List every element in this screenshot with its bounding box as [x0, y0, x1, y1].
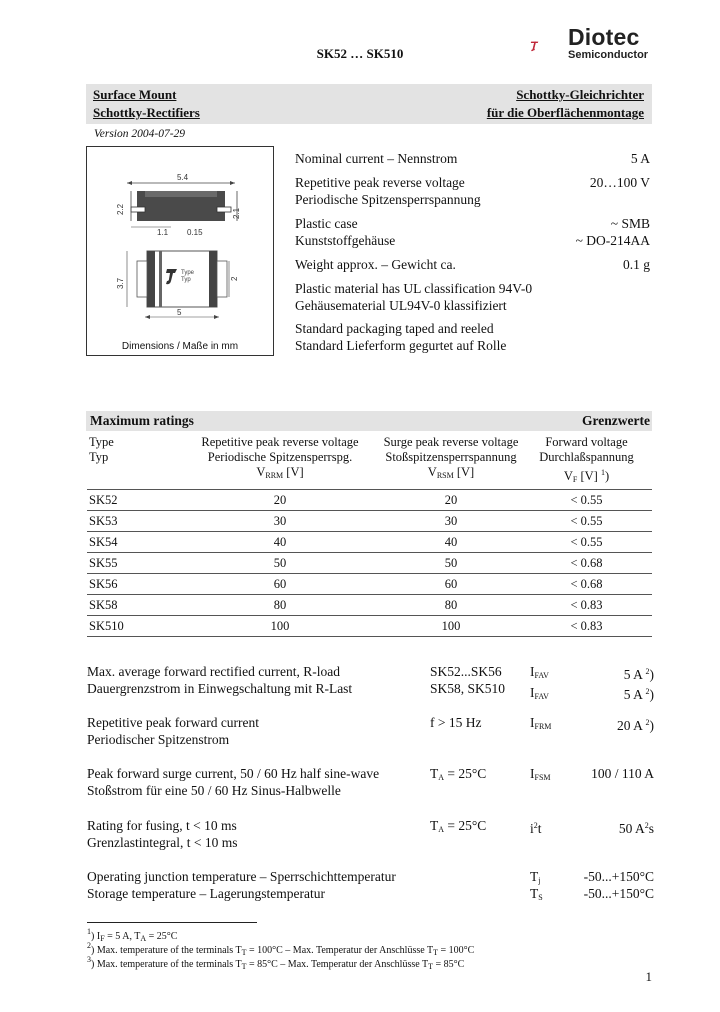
param-ts-value: -50...+150°C [583, 886, 654, 901]
param-ifav-value: 5 A $^2$) 5 A $^2$) [623, 667, 654, 702]
spec-reverse-voltage-value: 20…100 V [589, 175, 650, 190]
col-vf-en: Forward voltage [545, 435, 628, 449]
col-type [87, 432, 179, 490]
col-vf-symbol: $V_F$ [V] $^1$) [563, 468, 610, 484]
param-ifsm-label: Peak forward surge current, 50 / 60 Hz half sine-wave Stoßstrom für eine 50 / 60 Hz Sinus-Halbwelle [87, 766, 380, 798]
dim-lead-length: 1.1 [157, 228, 169, 237]
logo-name: Diotec [568, 24, 640, 50]
page-number: 1 [645, 969, 652, 984]
spec-nominal-current-value: 5 A [630, 151, 650, 166]
type-mark-2: Typ [181, 277, 191, 283]
type-mark-1: Type [181, 270, 195, 276]
spec-case [295, 215, 395, 249]
header-right [487, 86, 644, 122]
document-title: SK52 … SK510 [316, 46, 404, 61]
col-type-en: Type [89, 435, 114, 449]
param-ifrm-label: Repetitive peak forward current Periodischer Spitzenstrom [87, 715, 260, 747]
spec-ul-en: Plastic material has UL classification 94V-0 [295, 281, 533, 296]
col-vrrm-symbol: $V_{RRM}$ [V] [256, 465, 304, 480]
diotec-logo-icon [530, 26, 566, 66]
param-tj-label: Operating junction temperature – Sperrschichttemperatur [87, 869, 396, 884]
dim-height-lead: 2.1 [232, 207, 241, 219]
table-row: SK58 80 80 < 0.83 [87, 595, 652, 616]
param-ts-label: Storage temperature – Lagerungstemperatur [87, 886, 326, 901]
spec-weight: Weight approx. – Gewicht ca. [295, 257, 456, 272]
param-ts-symbol: $T_S$ [530, 886, 543, 902]
spec-packaging-de: Standard Lieferform gegurtet auf Rolle [295, 338, 507, 353]
ratings-title-de: Grenzwerte [582, 413, 650, 428]
header-right-line1: Schottky-Gleichrichter [516, 87, 644, 102]
spec-packaging [295, 320, 506, 354]
dim-lead-width: 2 [230, 276, 239, 281]
spec-weight-value: 0.1 g [623, 257, 650, 272]
spec-case-de: Kunststoffgehäuse [295, 233, 396, 248]
ratings-title: Maximum ratings [90, 413, 194, 428]
package-drawing [87, 147, 273, 337]
param-i2t-symbol: $i^2t$ [530, 821, 542, 836]
table-row: SK53 30 30 < 0.55 [87, 511, 652, 532]
table-row: SK510 100 100 < 0.83 [87, 616, 652, 637]
col-vrsm-symbol: $V_{RSM}$ [V] [427, 465, 475, 480]
ratings-table [87, 432, 652, 637]
footnote-3: $^3$) Max. temperature of the terminals $T_T = 85^\circ C$ – Max. Temperatur der Anschlüsse $T_T = 85^\circ C$ [87, 955, 465, 971]
header-left-line2: Schottky-Rectifiers [93, 105, 200, 120]
header-left-line1: Surface Mount [93, 87, 177, 102]
param-tj-symbol: $T_j$ [530, 869, 541, 885]
col-vrrm-en: Repetitive peak reverse voltage [201, 435, 359, 449]
param-ifrm-symbol: $I_{FRM}$ [530, 715, 552, 731]
footnote-rule [87, 922, 257, 923]
spec-nominal-current: Nominal current – Nennstrom [295, 151, 458, 166]
spec-case-value-1: ~ SMB [610, 216, 650, 231]
col-vrrm [179, 432, 381, 490]
table-row: SK54 40 40 < 0.55 [87, 532, 652, 553]
param-ifav-condition: SK52...SK56 SK58, SK510 [430, 664, 506, 696]
param-ifrm-condition: f > 15 Hz [430, 715, 482, 730]
dim-lead-thickness: 0.15 [187, 228, 203, 237]
ratings-header-row [87, 432, 652, 490]
spec-reverse-voltage-de: Periodische Spitzensperrspannung [295, 192, 481, 207]
version-label: Version 2004-07-29 [94, 128, 186, 140]
col-vrsm-de: Stoßspitzensperrspannung [385, 450, 517, 464]
param-ifav-symbol: $I_{FAV}$ $I_{FAV}$ [530, 664, 549, 701]
spec-ul-classification [295, 280, 532, 314]
spec-case-en: Plastic case [295, 216, 358, 231]
param-i2t-condition: $T_A = 25^\circ C$ [430, 818, 487, 834]
col-vf [521, 432, 652, 490]
table-row: SK55 50 50 < 0.68 [87, 553, 652, 574]
param-ifav-label: Max. average forward rectified current, R-load Dauergrenzstrom in Einwegschaltung mit R-Last [87, 664, 353, 696]
table-row: SK52 20 20 < 0.55 [87, 490, 652, 511]
dimension-caption: Dimensions / Maße in mm [121, 341, 239, 352]
param-i2t-value: 50 $A^2s$ [618, 821, 654, 836]
side-view [127, 181, 237, 227]
spec-reverse-voltage-en: Repetitive peak reverse voltage [295, 175, 465, 190]
footnote-2: $^2$) Max. temperature of the terminals $T_T = 100^\circ C$ – Max. Temperatur der Anschlüsse $T_T = 100^\circ C$ [87, 941, 475, 957]
logo-subtitle: Semiconductor [568, 49, 649, 61]
col-vrsm [381, 432, 521, 490]
spec-ul-de: Gehäusematerial UL94V-0 klassifiziert [295, 298, 507, 313]
col-type-de: Typ [89, 450, 109, 464]
param-ifsm-value: 100 / 110 A [591, 766, 654, 781]
dim-height-top: 3.7 [116, 277, 125, 289]
col-vrrm-de: Periodische Spitzensperrspg. [207, 450, 353, 464]
spec-packaging-en: Standard packaging taped and reeled [295, 321, 494, 336]
dim-width-top: 5.4 [177, 173, 189, 182]
param-ifrm-value: 20 A $^2$) [616, 718, 654, 733]
col-vf-de: Durchlaßspannung [539, 450, 634, 464]
spec-case-value [576, 215, 650, 249]
header-left [93, 86, 200, 122]
header-right-line2: für die Oberflächenmontage [486, 105, 644, 120]
spec-case-value-2: ~ DO-214AA [575, 233, 650, 248]
param-tj-value: -50...+150°C [583, 869, 654, 884]
param-ifsm-symbol: $I_{FSM}$ [530, 766, 551, 782]
dim-total-width: 5 [177, 308, 182, 317]
spec-reverse-voltage [295, 174, 481, 208]
col-vrsm-en: Surge peak reverse voltage [383, 435, 519, 449]
footnote-1: $^1$) $I_F = 5$ A, $T_A = 25^\circ C$ [87, 927, 178, 943]
param-ifsm-condition: $T_A = 25^\circ C$ [430, 766, 487, 782]
table-row: SK56 60 60 < 0.68 [87, 574, 652, 595]
param-i2t-label: Rating for fusing, t < 10 ms Grenzlastintegral, t < 10 ms [87, 818, 238, 850]
dim-height-body: 2.2 [116, 203, 125, 215]
